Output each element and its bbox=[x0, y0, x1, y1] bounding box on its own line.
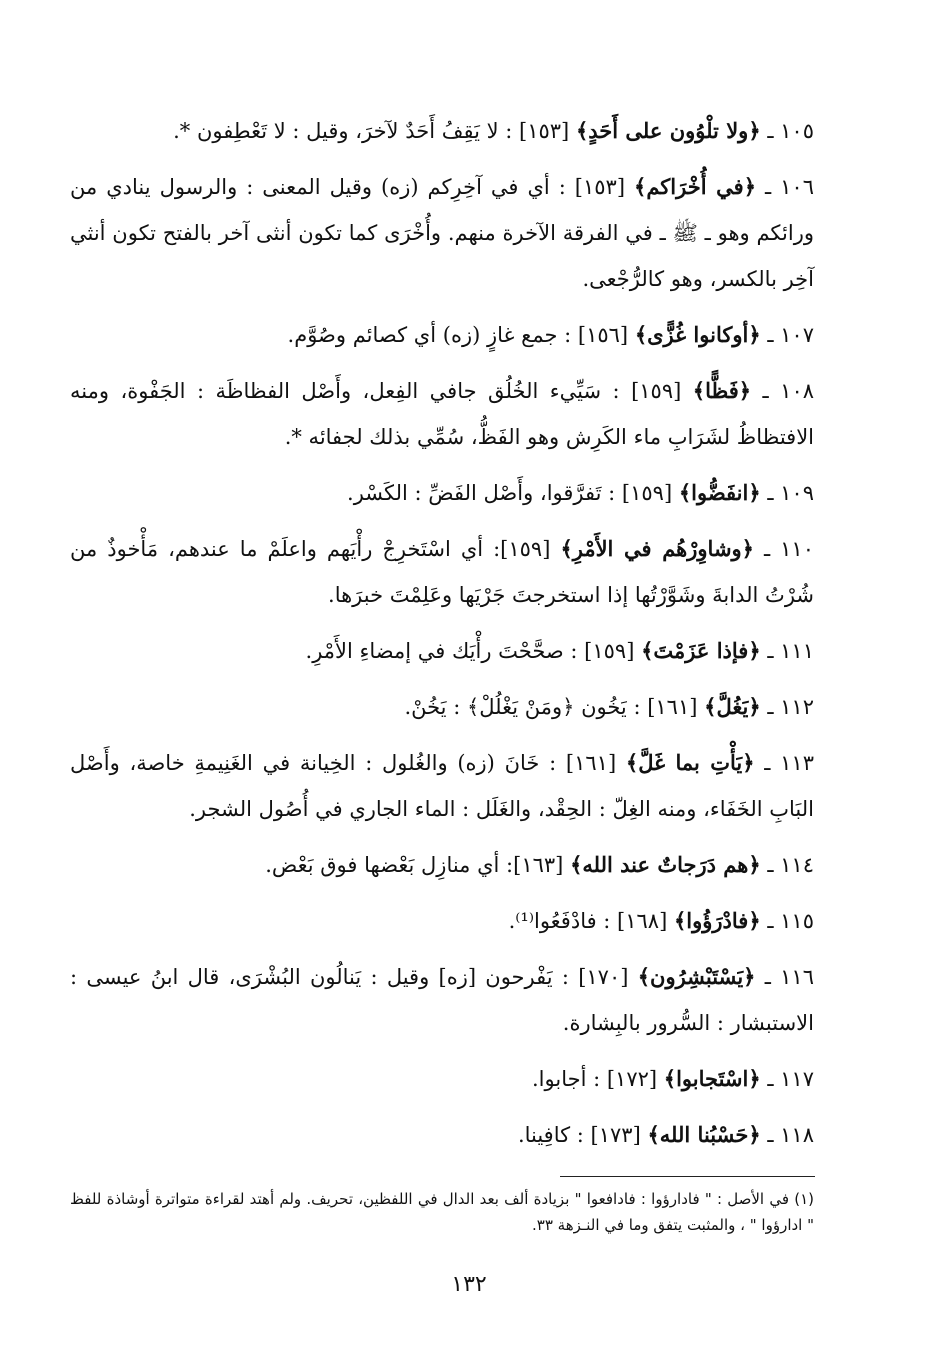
quranic-term: ﴿فإذا عَزَمْتَ﴾ bbox=[641, 638, 761, 663]
quranic-term: ﴿فادْرَؤُوا﴾ bbox=[673, 908, 761, 933]
entry-116 bbox=[70, 954, 814, 1046]
entry-explanation: [١٦٣]: أي منازِل بَعْضها فوق بَعْض. bbox=[265, 853, 564, 877]
quranic-term: ﴿ولا تلْوُون على أَحَدٍ﴾ bbox=[575, 118, 761, 143]
footnote-divider bbox=[560, 1176, 815, 1177]
quranic-term: ﴿فَظًّا﴾ bbox=[692, 378, 752, 403]
quranic-term: ﴿وشاوِرْهُم في الأَمْرِ﴾ bbox=[560, 536, 754, 561]
entry-number: ١٠٩ ـ bbox=[767, 481, 814, 505]
quranic-term: ﴿اسْتَجابوا﴾ bbox=[663, 1066, 761, 1091]
entry-number: ١١٧ ـ bbox=[767, 1067, 814, 1091]
entry-number: ١١٨ ـ bbox=[767, 1123, 814, 1147]
quranic-term: ﴿هم دَرَجاتٌ عند الله﴾ bbox=[570, 852, 761, 877]
entry-117 bbox=[70, 1056, 814, 1102]
main-text bbox=[70, 108, 814, 1168]
entry-107 bbox=[70, 312, 814, 358]
entry-number: ١١٠ ـ bbox=[764, 537, 814, 561]
entry-115 bbox=[70, 898, 814, 944]
entry-113 bbox=[70, 740, 814, 832]
entry-number: ١١٣ ـ bbox=[764, 751, 814, 775]
entry-explanation: [١٥٩] : صحَّحْتَ رأْيَك في إمضاءِ الأَمْرِ. bbox=[305, 639, 635, 663]
entry-explanation: [١٥٩]: أي اسْتَخرِجْ رأْيَهم واعلَمْ ما عندهم، مَأْخوذٌ من شُرْتُ الدابةَ وشَوَّرْتُها إذا استخرجتَ جَرْيَها وعَلِمْتَ خبرَها. bbox=[70, 537, 814, 607]
entry-explanation: [١٦١] : خَانَ (زه) والغُلول : الخِيانة في الغَنِيمةِ خاصة، وأَصْل البَابِ الخَفَاء، ومنه الغِلّ : الحِقْد، والغَلَل : الماء الجاري في أُصُول الشجر. bbox=[70, 751, 814, 821]
entry-number: ١٠٥ ـ bbox=[767, 119, 814, 143]
entry-109 bbox=[70, 470, 814, 516]
entry-111 bbox=[70, 628, 814, 674]
entry-112 bbox=[70, 684, 814, 730]
entry-108 bbox=[70, 368, 814, 460]
entry-explanation: [١٧٠] : يَفْرحون [زه] وقيل : يَنالُون البُشْرَى، قال ابنُ عيسى : الاستبشار : السُّرور بالبِشارة. bbox=[70, 965, 814, 1035]
entry-number: ١١٤ ـ bbox=[767, 853, 814, 877]
quranic-term: ﴿يَغُلَّ﴾ bbox=[704, 694, 761, 719]
quranic-term: ﴿أوكانوا غُزًّى﴾ bbox=[634, 322, 761, 347]
entry-118 bbox=[70, 1112, 814, 1158]
entry-number: ١٠٨ ـ bbox=[762, 379, 815, 403]
entry-number: ١١١ ـ bbox=[767, 639, 814, 663]
page-number: ١٣٢ bbox=[451, 1272, 487, 1297]
entry-explanation: [١٧٢] : أجابوا. bbox=[532, 1067, 658, 1091]
entry-105 bbox=[70, 108, 814, 154]
quranic-term: ﴿يَأْتِ بما غَلَّ﴾ bbox=[625, 750, 755, 775]
footnote: (١) في الأصل : " فادارؤوا : فادافعوا " بزيادة ألف بعد الدال في اللفظين، تحريف. ولم أهتد لقراءة متواترة أوشاذة للفظ " ادارؤوا " ، والمثبت يتفق وما في النـزهة ٣٣. bbox=[70, 1190, 814, 1234]
entry-explanation: [١٥٣] : أي في آخِرِكم (زه) وقيل المعنى : والرسول ينادي من ورائكم وهو ـ ﷺ ـ في الفرقة الآخرة منهم. وأُخْرَى كما تكون أنثى آخر بالفتح تكون أنثي آخِر بالكسر، وهو كالرُّجْعى. bbox=[70, 175, 814, 291]
quranic-term: ﴿حَسْبُنا الله﴾ bbox=[647, 1122, 761, 1147]
entry-106 bbox=[70, 164, 814, 302]
entry-number: ١٠٦ ـ bbox=[765, 175, 814, 199]
entry-110 bbox=[70, 526, 814, 618]
entry-number: ١١٥ ـ bbox=[767, 909, 814, 933]
entry-number: ١١٢ ـ bbox=[767, 695, 814, 719]
entry-number: ١١٦ ـ bbox=[764, 965, 814, 989]
entry-explanation: [١٥٩] : سَيِّيء الخُلُق جافي الفِعل، وأَصْل الفظاظَة : الجَفْوة، ومنه الافتظاظُ لشَرَابِ ماء الكَرِش وهو الفَظُّ، سُمِّي بذلك لجفائه *. bbox=[70, 379, 814, 449]
entry-114 bbox=[70, 842, 814, 888]
entry-explanation: [١٥٩] : تَفرَّقوا، وأَصْل الفَضِّ : الكَسْر. bbox=[347, 481, 673, 505]
entry-explanation: [١٥٦] : جمع غازٍ (زه) أي كصائم وصُوَّم. bbox=[287, 323, 629, 347]
quranic-term: ﴿انفَضُّوا﴾ bbox=[678, 480, 761, 505]
entry-number: ١٠٧ ـ bbox=[767, 323, 814, 347]
quranic-term: ﴿في أُخْرَاكم﴾ bbox=[634, 174, 757, 199]
entry-explanation: [١٦١] : يَخُون ﴿ومَنْ يَغْلُلْ﴾ : يَخُنْ. bbox=[404, 695, 698, 719]
entry-explanation: [١٦٨] : فادْفَعُوا⁽¹⁾. bbox=[508, 909, 668, 933]
quranic-term: ﴿يَسْتَبْشِرُون﴾ bbox=[637, 964, 756, 989]
entry-explanation: [١٧٣] : كافِينا. bbox=[517, 1123, 641, 1147]
entry-explanation: [١٥٣] : لا يَقِفُ أَحَدٌ لآخرَ، وقيل : لا تَعْطِفون *. bbox=[173, 119, 570, 143]
